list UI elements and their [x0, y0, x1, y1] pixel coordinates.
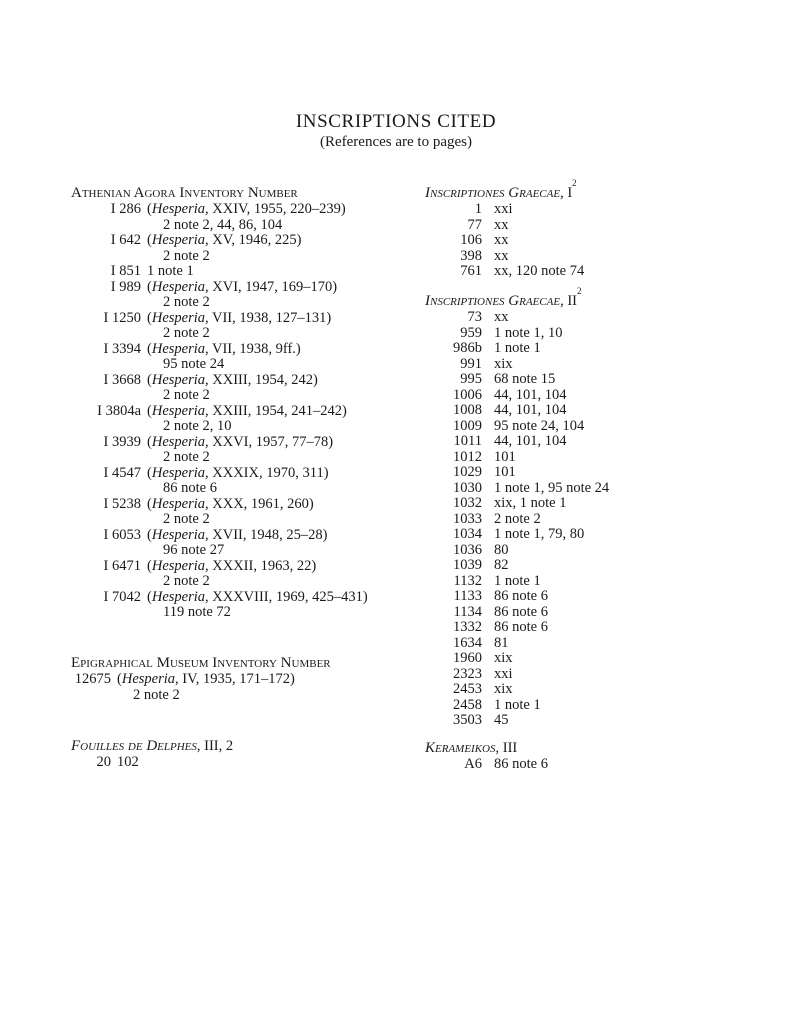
- entry-number: I 3394: [103, 340, 141, 357]
- entry-number: I 3804a: [97, 402, 141, 419]
- page-refs: 2 note 2: [163, 247, 210, 264]
- entry-number: I 989: [110, 278, 141, 295]
- heading-italic: Fouilles de Delphes: [71, 738, 197, 754]
- page-refs: 44, 101, 104: [494, 386, 567, 403]
- list-entry: [71, 311, 368, 342]
- page-refs: 81: [494, 634, 509, 651]
- citation-details: , VII, 1938, 9ff.): [205, 340, 301, 357]
- list-entry: [425, 264, 584, 280]
- list-entry: [425, 574, 609, 590]
- list-entry: [425, 589, 609, 605]
- journal-name: Hesperia: [151, 402, 206, 419]
- page-refs: 1 note 1, 79, 80: [494, 526, 585, 542]
- page-refs: 86 note 6: [494, 588, 548, 604]
- page-refs: 86 note 6: [163, 480, 217, 496]
- page-refs: 2 note 2: [163, 294, 210, 310]
- entry-number: 995: [460, 371, 482, 387]
- entry-number: 1029: [453, 464, 482, 480]
- list-entry: [71, 590, 368, 621]
- heading-italic: Inscriptiones Graecae: [425, 185, 561, 201]
- page-refs: xix: [494, 650, 513, 666]
- list-entry: [71, 373, 368, 404]
- page-refs: 96 note 27: [163, 542, 225, 558]
- entry-number: I 4547: [103, 464, 141, 481]
- citation-details: , XVI, 1947, 169–170): [205, 278, 338, 295]
- citation-details: , XXXII, 1963, 22): [205, 557, 317, 574]
- page-refs: 82: [494, 557, 509, 573]
- entry-number: 398: [460, 247, 482, 264]
- entry-number: 1332: [453, 619, 482, 635]
- entry-text: (Hesperia, XVI, 1947, 169–170): [147, 278, 338, 295]
- section-heading: [425, 178, 584, 202]
- list-entry: [71, 497, 368, 528]
- citation-details: , XXX, 1961, 260): [205, 495, 314, 512]
- page-subtitle: (References are to pages): [320, 134, 472, 150]
- entry-number: 1032: [453, 495, 482, 511]
- entry-number: 106: [460, 232, 482, 248]
- entry-line: [71, 590, 368, 606]
- entry-list: [425, 310, 609, 729]
- entry-number: 991: [460, 355, 482, 372]
- journal-name: Hesperia: [151, 526, 206, 543]
- journal-name: Hesperia: [151, 309, 206, 326]
- list-entry: [71, 233, 368, 264]
- entry-list: [425, 757, 548, 773]
- page-refs: 86 note 6: [494, 603, 548, 620]
- entry-number: 1009: [453, 417, 482, 434]
- entry-line: [71, 373, 368, 389]
- entry-number: 73: [467, 309, 482, 325]
- entry-text: (Hesperia, XXIII, 1954, 241–242): [147, 402, 347, 419]
- entry-text: (Hesperia, XXIV, 1955, 220–239): [147, 201, 346, 217]
- citation-details: , XXIII, 1954, 242): [205, 371, 318, 388]
- entry-number: 1008: [453, 402, 482, 418]
- page-title: INSCRIPTIONS CITED: [295, 111, 497, 132]
- entry-number: I 286: [110, 201, 141, 217]
- citation-details: , XV, 1946, 225): [205, 232, 302, 248]
- heading-sup: 2: [577, 286, 582, 296]
- entry-number: I 5238: [103, 495, 141, 512]
- journal-name: Hesperia: [151, 201, 206, 217]
- page-refs: 95 note 24, 104: [494, 417, 585, 434]
- list-entry: [425, 543, 609, 559]
- entry-line: [71, 264, 368, 280]
- list-entry: [425, 558, 609, 574]
- entry-number: 1039: [453, 557, 482, 573]
- list-entry: [425, 651, 609, 667]
- entry-number: 1634: [453, 634, 482, 651]
- entry-number: 1133: [453, 588, 482, 604]
- entry-number: I 642: [110, 232, 141, 248]
- entry-number: 1960: [453, 650, 482, 666]
- list-entry: [425, 450, 609, 466]
- page-refs: 1 note 1: [494, 572, 541, 589]
- list-entry: [71, 342, 368, 373]
- heading-italic: Inscriptiones Graecae: [425, 293, 561, 309]
- entry-text: (Hesperia, XXXIX, 1970, 311): [147, 464, 329, 481]
- entry-number: 1033: [453, 510, 482, 527]
- page-refs: xxi: [494, 201, 513, 217]
- list-entry: [425, 310, 609, 326]
- list-entry: [425, 218, 584, 234]
- section-epigraphical-museum: [71, 655, 331, 703]
- page-refs: xxi: [494, 665, 513, 682]
- list-entry: [425, 667, 609, 683]
- entry-line: [71, 311, 368, 327]
- list-entry: [425, 434, 609, 450]
- heading-rest: , III, 2: [196, 738, 234, 754]
- section-heading: Epigraphical Museum Inventory Number: [71, 655, 331, 671]
- entry-list: [71, 202, 368, 621]
- page-refs: xx: [494, 216, 509, 233]
- entry-number: I 3668: [103, 371, 141, 388]
- section-heading: Athenian Agora Inventory Number: [71, 185, 298, 201]
- page-refs: 101: [494, 464, 516, 480]
- page-refs: 68 note 15: [494, 371, 556, 387]
- page-refs: 1 note 1: [494, 340, 541, 356]
- section-heading: [425, 286, 609, 310]
- page-refs: 44, 101, 104: [494, 402, 567, 418]
- entry-list: [425, 202, 584, 280]
- journal-name: Hesperia: [151, 278, 206, 295]
- list-entry: [71, 404, 368, 435]
- page-refs: 2 note 2: [163, 511, 210, 527]
- journal-name: Hesperia: [151, 557, 206, 574]
- page-refs: 102: [117, 754, 139, 770]
- list-entry: [425, 605, 609, 621]
- list-entry: [425, 372, 609, 388]
- heading-italic: Kerameikos: [425, 740, 496, 756]
- list-entry: [71, 528, 368, 559]
- entry-text: (Hesperia, XXIII, 1954, 242): [147, 371, 318, 388]
- entry-number: I 3939: [103, 433, 141, 450]
- page-refs: 86 note 6: [494, 756, 548, 772]
- page-refs: 2 note 2: [133, 686, 180, 703]
- entry-number: A6: [464, 756, 482, 772]
- list-entry: [425, 233, 584, 249]
- page-refs: xix: [494, 355, 513, 372]
- entry-number: 2453: [453, 681, 482, 697]
- entry-number: I 1250: [103, 309, 141, 326]
- entry-number: 1030: [453, 479, 482, 496]
- entry-text: (Hesperia, XXXII, 1963, 22): [147, 557, 317, 574]
- page-refs: xix: [494, 681, 513, 697]
- citation-details: , XXXVIII, 1969, 425–431): [205, 588, 368, 605]
- entry-text: (Hesperia, VII, 1938, 127–131): [147, 309, 332, 326]
- citation-details: , VII, 1938, 127–131): [205, 309, 332, 326]
- entry-text: (Hesperia, VII, 1938, 9ff.): [147, 340, 301, 357]
- entry-number: 959: [460, 324, 482, 341]
- page-refs: 80: [494, 541, 509, 558]
- page-refs: xix, 1 note 1: [494, 495, 567, 511]
- page-refs: 1 note 1, 95 note 24: [494, 479, 610, 496]
- page-refs: xx: [494, 247, 509, 264]
- page-refs: 2 note 2: [163, 325, 210, 341]
- entry-text: (Hesperia, XVII, 1948, 25–28): [147, 526, 328, 543]
- list-entry: [425, 527, 609, 543]
- journal-name: Hesperia: [151, 464, 206, 481]
- list-entry: [425, 202, 584, 218]
- list-entry: [425, 465, 609, 481]
- page-refs: xx: [494, 309, 509, 325]
- entry-line: [71, 233, 368, 249]
- entry-text: (Hesperia, XXVI, 1957, 77–78): [147, 433, 334, 450]
- page-refs: 119 note 72: [163, 604, 231, 620]
- entry-number: 761: [460, 263, 482, 279]
- citation-details: , XVII, 1948, 25–28): [205, 526, 328, 543]
- entry-number: 1006: [453, 386, 482, 403]
- entry-line: [71, 497, 368, 513]
- entry-line: [71, 672, 331, 688]
- list-entry: [71, 672, 331, 703]
- entry-number: 1012: [453, 448, 482, 465]
- list-entry: [425, 341, 609, 357]
- entry-number: I 851: [110, 263, 141, 279]
- entry-line: [71, 466, 368, 482]
- heading-rest: , III: [495, 740, 518, 756]
- list-entry: [425, 249, 584, 265]
- page-refs: 101: [494, 448, 516, 465]
- page-refs: xx: [494, 232, 509, 248]
- citation-details: , XXIV, 1955, 220–239): [205, 201, 346, 217]
- list-entry: [425, 357, 609, 373]
- entry-number: 77: [467, 216, 482, 233]
- list-entry: [425, 620, 609, 636]
- entry-number: 1034: [453, 526, 482, 542]
- entry-list: [71, 755, 233, 771]
- list-entry: [425, 403, 609, 419]
- heading-rest: , II: [560, 293, 577, 309]
- entry-number: 1011: [453, 433, 482, 449]
- citation-details: , IV, 1935, 171–172): [175, 671, 295, 687]
- citation-details: , XXXIX, 1970, 311): [205, 464, 329, 481]
- section-athenian-agora: [71, 185, 368, 621]
- page-refs: 2 note 2: [163, 387, 210, 403]
- entry-line: [71, 559, 368, 575]
- page-refs: xx, 120 note 74: [494, 263, 585, 279]
- citation-details: , XXIII, 1954, 241–242): [205, 402, 347, 419]
- journal-name: Hesperia: [151, 433, 206, 450]
- list-entry: [71, 202, 368, 233]
- citation-details: , XXVI, 1957, 77–78): [205, 433, 334, 450]
- list-entry: [71, 466, 368, 497]
- page-refs: 2 note 2: [163, 449, 210, 465]
- list-entry: [425, 636, 609, 652]
- list-entry: [425, 496, 609, 512]
- page-refs: 45: [494, 712, 509, 728]
- entry-line: [71, 202, 368, 218]
- list-entry: [425, 481, 609, 497]
- entry-text: (Hesperia, IV, 1935, 171–172): [117, 671, 295, 687]
- journal-name: Hesperia: [151, 495, 206, 512]
- journal-name: Hesperia: [151, 371, 206, 388]
- list-entry: [71, 280, 368, 311]
- entry-number: I 6471: [103, 557, 141, 574]
- list-entry: [71, 435, 368, 466]
- page-refs: 86 note 6: [494, 619, 548, 635]
- entry-number: 1: [474, 201, 482, 217]
- page-refs: 1 note 1: [147, 263, 194, 279]
- heading-sup: 2: [572, 178, 577, 188]
- list-entry: [425, 757, 548, 773]
- section-ig-ii2: [425, 286, 610, 729]
- section-ig-i2: [425, 178, 585, 280]
- journal-name: Hesperia: [151, 588, 206, 605]
- entry-line: [71, 280, 368, 296]
- section-kerameikos: [425, 740, 548, 773]
- page-refs: 2 note 2: [494, 510, 541, 527]
- entry-number: 12675: [74, 671, 111, 687]
- entry-text: (Hesperia, XXXVIII, 1969, 425–431): [147, 588, 368, 605]
- journal-name: Hesperia: [151, 232, 206, 248]
- entry-list: [71, 672, 331, 703]
- entry-line: [71, 528, 368, 544]
- list-entry: [71, 264, 368, 280]
- entry-text: (Hesperia, XV, 1946, 225): [147, 232, 302, 248]
- list-entry: [425, 682, 609, 698]
- entry-number: 2323: [453, 665, 482, 682]
- list-entry: [425, 512, 609, 528]
- section-fouilles-de-delphes: [71, 738, 233, 771]
- entry-number: 20: [96, 754, 111, 770]
- journal-name: Hesperia: [121, 671, 176, 687]
- page-refs: 1 note 1, 10: [494, 324, 563, 341]
- entry-number: 1134: [453, 603, 482, 620]
- entry-number: I 6053: [103, 526, 141, 543]
- list-entry: [71, 559, 368, 590]
- list-entry: [425, 698, 609, 714]
- page-refs: 2 note 2, 10: [163, 418, 232, 434]
- list-entry: [425, 713, 609, 729]
- page-refs: 2 note 2, 44, 86, 104: [163, 216, 283, 233]
- section-heading: [425, 740, 548, 757]
- entry-number: I 7042: [103, 588, 141, 605]
- entry-text: (Hesperia, XXX, 1961, 260): [147, 495, 314, 512]
- entry-number: 1036: [453, 541, 482, 558]
- section-heading: [71, 738, 233, 755]
- entry-text: [141, 264, 368, 280]
- entry-number: 986b: [453, 340, 482, 356]
- page-refs: 2 note 2: [163, 573, 210, 589]
- entry-number: 3503: [453, 712, 482, 728]
- list-entry: [71, 755, 233, 771]
- list-entry: [425, 326, 609, 342]
- entry-line: [71, 435, 368, 451]
- entry-number: 2458: [453, 696, 482, 713]
- page-refs: 44, 101, 104: [494, 433, 567, 449]
- journal-name: Hesperia: [151, 340, 206, 357]
- page-refs: 1 note 1: [494, 696, 541, 713]
- list-entry: [425, 419, 609, 435]
- heading-rest: , I: [560, 185, 573, 201]
- list-entry: [425, 388, 609, 404]
- entry-number: 1132: [453, 572, 482, 589]
- entry-line: [71, 404, 368, 420]
- entry-line: [71, 342, 368, 358]
- page-refs: 95 note 24: [163, 356, 225, 372]
